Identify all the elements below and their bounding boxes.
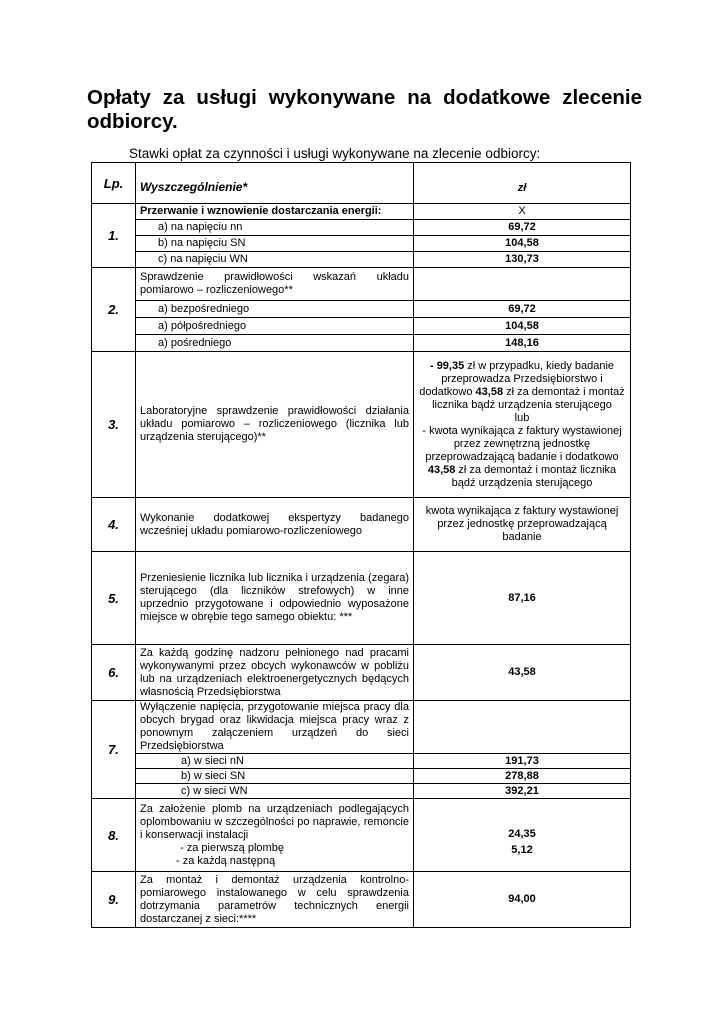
row-number: 9. [92, 872, 136, 928]
table-row [92, 754, 631, 769]
row-value-empty [414, 701, 631, 754]
row-subitem: a) na napięciu nn [136, 220, 414, 236]
row-subitem: b) w sieci SN [136, 769, 414, 784]
table-row [92, 701, 631, 754]
title-line-1: Opłaty za usługi wykonywane na dodatkowe zlecenie [87, 86, 642, 109]
table-row [92, 872, 631, 928]
row-number: 3. [92, 352, 136, 498]
row-value: 69,72 [414, 301, 631, 318]
row-value: 69,72 [414, 220, 631, 236]
row-subitem: a) w sieci nN [136, 754, 414, 769]
table-row [92, 769, 631, 784]
row-desc [136, 799, 414, 872]
row-value: 104,58 [414, 318, 631, 335]
value-text: zł w przypadku, kiedy badanie przeprowadza Przedsiębiorstwo i dodatkowo [419, 359, 615, 398]
row-subitem: - za pierwszą plombę [180, 841, 284, 854]
row-number: 1. [92, 204, 136, 268]
value-text: zł za demontaż i montaż licznika bądź urządzenia sterującego [451, 463, 617, 489]
row-desc: Za każdą godzinę nadzoru pełnionego nad pracami wykonywanymi przez obcych wykonawców w pobliżu lub na urządzeniach elektroenergetycznych będących własnością Przedsiębiorstwa [136, 645, 414, 701]
row-value: 148,16 [414, 335, 631, 352]
table-row [92, 552, 631, 645]
row-value: 104,58 [414, 236, 631, 252]
header-desc: Wyszczególnienie* [136, 163, 414, 204]
row-subitem: b) na napięciu SN [136, 236, 414, 252]
row-value: 278,88 [414, 769, 631, 784]
row-desc: Laboratoryjne sprawdzenie prawidłowości działania układu pomiarowo – rozliczeniowego (licznika lub urządzenia sterującego)** [136, 352, 414, 498]
value-text: zł za demontaż i montaż licznika bądź urządzenia sterującego [432, 385, 625, 411]
row-value-empty [414, 268, 631, 301]
row-value: 94,00 [414, 872, 631, 928]
table-row [92, 645, 631, 701]
row-desc: Wykonanie dodatkowej ekspertyzy badanego wcześniej układu pomiarowo-rozliczeniowego [136, 498, 414, 552]
table-row [92, 335, 631, 352]
row-desc: Wyłączenie napięcia, przygotowanie miejsca pracy dla obcych brygad oraz likwidacja miejsca pracy wraz z ponownym załączeniem urządzeń do sieci Przedsiębiorstwa [136, 701, 414, 754]
table-header [92, 163, 631, 204]
row-desc: Przeniesienie licznika lub licznika i urządzenia (zegara) sterującego (dla liczników strefowych) w inne uprzednio przygotowane i odpowiednio wyposażone miejsce w obrębie tego samego obiektu: *** [136, 552, 414, 645]
row-desc: Sprawdzenie prawidłowości wskazań układu pomiarowo – rozliczeniowego** [136, 268, 414, 301]
row-number: 2. [92, 268, 136, 352]
row-value: 43,58 [414, 645, 631, 701]
title-line-2: odbiorcy. [87, 110, 178, 133]
row-value [414, 799, 631, 872]
value-number: 43,58 [427, 463, 456, 476]
row-subitem: a) bezpośredniego [136, 301, 414, 318]
value-number: - 99,35 [429, 359, 465, 372]
value-first: 24,35 [508, 827, 536, 840]
row-title: Przerwanie i wznowienie dostarczania energii: [136, 204, 414, 220]
row-value: 87,16 [414, 552, 631, 645]
row-number: 4. [92, 498, 136, 552]
page-subtitle: Stawki opłat za czynności i usługi wykonywane na zlecenie odbiorcy: [129, 146, 541, 161]
table-row [92, 799, 631, 872]
row-number: 8. [92, 799, 136, 872]
value-next: 5,12 [511, 843, 533, 856]
header-lp: Lp. [92, 163, 136, 204]
value-number: 43,58 [475, 385, 504, 398]
row-desc-text: Za założenie plomb na urządzeniach podlegających oplombowaniu w szczególności po naprawie, remoncie i konserwacji instalacji [140, 802, 409, 841]
table-row [92, 220, 631, 236]
table-row [92, 236, 631, 252]
row-value-text: kwota wynikająca z faktury wystawionej przez jednostkę przeprowadzającą badanie [414, 498, 631, 552]
table-row [92, 352, 631, 498]
page-title [87, 86, 642, 134]
row-value: 392,21 [414, 784, 631, 799]
table-row [92, 204, 631, 220]
row-number: 6. [92, 645, 136, 701]
value-or: lub [514, 411, 530, 424]
row-value: 191,73 [414, 754, 631, 769]
row-subitem: - za każdą następną [176, 854, 276, 867]
row-value: 130,73 [414, 252, 631, 268]
row-value-text [414, 352, 631, 498]
row-desc: Za montaż i demontaż urządzenia kontrolno-pomiarowego instalowanego w celu sprawdzenia dotrzymania parametrów technicznych energii dostarczanej z sieci:**** [136, 872, 414, 928]
table-row [92, 268, 631, 301]
header-unit: zł [414, 163, 631, 204]
row-subitem: c) w sieci WN [136, 784, 414, 799]
row-subitem: a) pośredniego [136, 335, 414, 352]
table-row [92, 301, 631, 318]
row-number: 5. [92, 552, 136, 645]
row-subitem: a) półpośredniego [136, 318, 414, 335]
table-row [92, 784, 631, 799]
table-row [92, 252, 631, 268]
row-value: X [414, 204, 631, 220]
row-number: 7. [92, 701, 136, 799]
value-text: - kwota wynikająca z faktury wystawionej przez zewnętrzną jednostkę przeprowadzającą badanie i dodatkowo [422, 424, 622, 463]
table-row [92, 318, 631, 335]
fee-table [91, 162, 631, 928]
table-row [92, 498, 631, 552]
row-subitem: c) na napięciu WN [136, 252, 414, 268]
